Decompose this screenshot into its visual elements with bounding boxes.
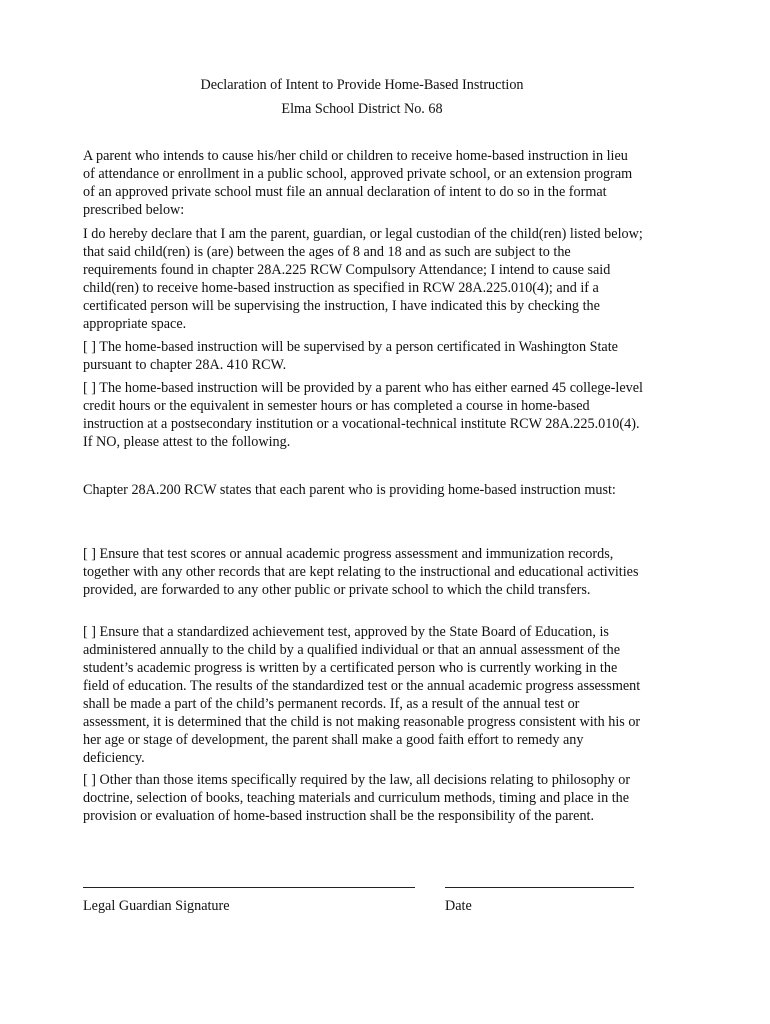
- date-signature-line: [445, 887, 634, 888]
- declaration-paragraph: I do hereby declare that I am the parent, guardian, or legal custodian of the child(ren) listed below; that said child(ren) is (are) between the ages of 8 and 18 and as such are subject to the requirements found in chapter 28A.225 RCW Compulsory Attendance; I intend to cause said child(ren) to receive home-based instruction as specified in RCW 28A.225.010(4); and if a certificated person will be supervising the instruction, I have indicated this by checking the appropriate space.: [83, 226, 643, 332]
- guardian-signature-line: [83, 887, 415, 888]
- guardian-signature-label: Legal Guardian Signature: [83, 898, 230, 914]
- option-parent-checkbox-item: [ ] The home-based instruction will be provided by a parent who has either earned 45 college-level credit hours or the equivalent in semester hours or has completed a course in home-based instruction at a postsecondary institution or a vocational-technical institute RCW 28A.225.010(4). If NO, please attest to the following.: [83, 380, 643, 450]
- document-title: Declaration of Intent to Provide Home-Based Instruction: [200, 77, 524, 93]
- requirement-decisions-item: [ ] Other than those items specifically required by the law, all decisions relating to philosophy or doctrine, selection of books, teaching materials and curriculum methods, timing and place in the provision or evaluation of home-based instruction shall be the responsibility of the parent.: [83, 772, 631, 824]
- chapter-intro-paragraph: Chapter 28A.200 RCW states that each parent who is providing home-based instruction must:: [83, 482, 616, 498]
- date-label: Date: [445, 898, 472, 914]
- requirement-testing-item: [ ] Ensure that a standardized achievement test, approved by the State Board of Education, is administered annually to the child by a qualified individual or that an annual assessment of the student’s academic progress is written by a certificated person who is currently working in the field of education. The results of the standardized test or the annual academic progress assessment shall be made a part of the child’s permanent records. If, as a result of the annual test or assessment, it is determined that the child is not making reasonable progress consistent with his or her age or stage of development, the parent shall make a good faith effort to remedy any deficiency.: [83, 624, 641, 766]
- district-name: Elma School District No. 68: [281, 101, 443, 117]
- option-supervised-checkbox-item: [ ] The home-based instruction will be supervised by a person certificated in Washington State pursuant to chapter 28A. 410 RCW.: [83, 339, 618, 373]
- requirement-records-item: [ ] Ensure that test scores or annual academic progress assessment and immunization records, together with any other records that are kept relating to the instructional and educational activities provided, are forwarded to any other public or private school to which the child transfers.: [83, 546, 639, 598]
- intro-paragraph: A parent who intends to cause his/her child or children to receive home-based instruction in lieu of attendance or enrollment in a public school, approved private school, or an extension program of an approved private school must file an annual declaration of intent to do so in the format prescribed below:: [83, 148, 633, 218]
